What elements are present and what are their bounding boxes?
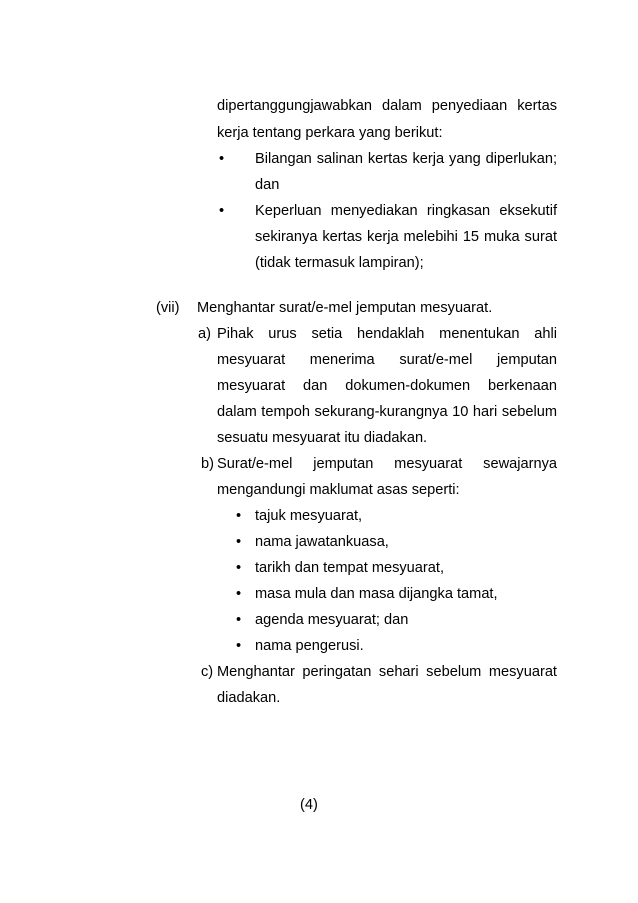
subitem-c-marker: c) bbox=[201, 664, 214, 680]
intro-bullet-2-line-2: sekiranya kertas kerja melebihi 15 muka surat bbox=[255, 229, 557, 245]
list-item bbox=[236, 585, 498, 603]
intro-bullet-2-line-3: (tidak termasuk lampiran); bbox=[255, 255, 424, 271]
list-item-text: nama pengerusi. bbox=[255, 638, 364, 654]
intro-line-2: kerja tentang perkara yang berikut: bbox=[217, 125, 443, 141]
subitem-a-marker: a) bbox=[198, 326, 211, 342]
subitem-b-marker: b) bbox=[201, 456, 214, 472]
list-item-text: nama jawatankuasa, bbox=[255, 534, 389, 550]
intro-line-1: dipertanggungjawabkan dalam penyediaan kertas bbox=[217, 98, 557, 114]
bullet-icon: • bbox=[236, 586, 242, 602]
subitem-a-line-3: mesyuarat dan dokumen-dokumen berkenaan bbox=[217, 378, 557, 394]
bullet-icon: • bbox=[219, 203, 225, 219]
list-item-text: tarikh dan tempat mesyuarat, bbox=[255, 560, 444, 576]
list-item bbox=[236, 559, 444, 577]
list-item-text: agenda mesyuarat; dan bbox=[255, 612, 409, 628]
item-title: Menghantar surat/e-mel jemputan mesyuarat. bbox=[197, 300, 493, 316]
subitem-b-line-2: mengandungi maklumat asas seperti: bbox=[217, 482, 460, 498]
list-item-text: tajuk mesyuarat, bbox=[255, 508, 363, 524]
subitem-a-line-2: mesyuarat menerima surat/e-mel jemputan bbox=[217, 352, 557, 368]
intro-bullet-1-line-1: Bilangan salinan kertas kerja yang diperlukan; bbox=[255, 151, 557, 167]
bullet-icon: • bbox=[236, 638, 242, 654]
bullet-icon: • bbox=[236, 508, 242, 524]
subitem-a-line-1: Pihak urus setia hendaklah menentukan ahli bbox=[217, 326, 557, 342]
intro-bullet-1-line-2: dan bbox=[255, 177, 280, 193]
bullet-icon: • bbox=[219, 151, 225, 167]
bullet-icon: • bbox=[236, 534, 242, 550]
list-item bbox=[236, 611, 409, 629]
subitem-b-line-1: Surat/e-mel jemputan mesyuarat sewajarnya bbox=[217, 456, 557, 472]
page-number: (4) bbox=[300, 797, 318, 813]
subitem-c-line-2: diadakan. bbox=[217, 690, 281, 706]
list-item-text: masa mula dan masa dijangka tamat, bbox=[255, 586, 498, 602]
list-item bbox=[236, 533, 389, 551]
list-item bbox=[236, 637, 364, 655]
intro-bullet-2-line-1: Keperluan menyediakan ringkasan eksekutif bbox=[255, 203, 557, 219]
bullet-icon: • bbox=[236, 612, 242, 628]
bullet-icon: • bbox=[236, 560, 242, 576]
subitem-c-line-1: Menghantar peringatan sehari sebelum mesyuarat bbox=[217, 664, 557, 680]
list-item bbox=[236, 507, 363, 525]
subitem-a-line-5: sesuatu mesyuarat itu diadakan. bbox=[217, 430, 428, 446]
subitem-a-line-4: dalam tempoh sekurang-kurangnya 10 hari sebelum bbox=[217, 404, 557, 420]
item-number: (vii) bbox=[156, 300, 180, 316]
